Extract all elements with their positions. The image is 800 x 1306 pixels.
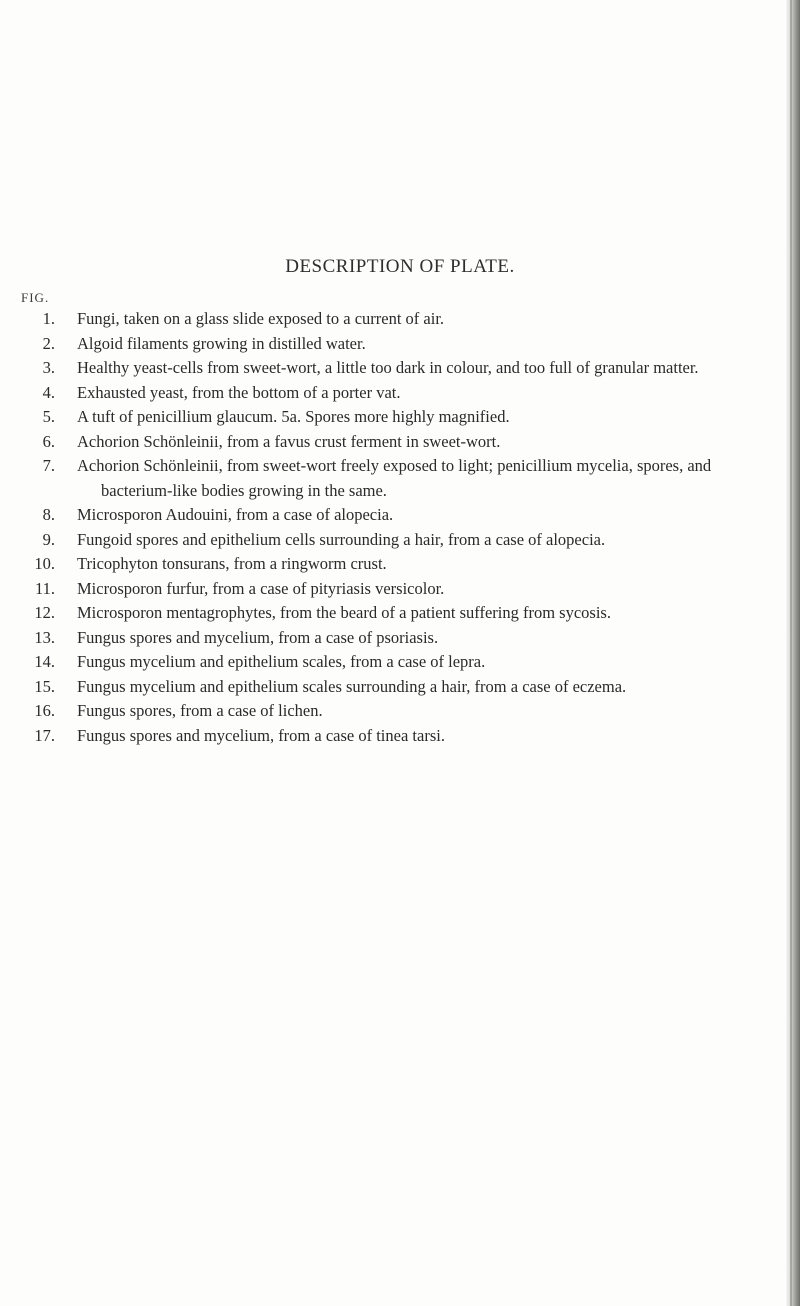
figure-number: 2. — [42, 333, 55, 353]
figure-description: Microsporon furfur, from a case of pityriasis versicolor. — [77, 578, 445, 598]
figure-number: 11. — [34, 578, 55, 598]
figure-number: 17. — [34, 725, 55, 745]
page-edge-line — [790, 0, 792, 1306]
figure-description: Fungus spores and mycelium, from a case of tinea tarsi. — [77, 725, 445, 745]
figure-description: Fungi, taken on a glass slide exposed to a current of air. — [77, 309, 445, 328]
figure-entry — [0, 503, 790, 528]
figure-description: Healthy yeast-cells from sweet-wort, a little too dark in colour, and too full of granular matter. — [77, 358, 699, 377]
plate-title: DESCRIPTION OF PLATE. — [285, 256, 515, 277]
figure-number: 9. — [42, 529, 55, 549]
figure-description: Fungoid spores and epithelium cells surrounding a hair, from a case of alopecia. — [77, 529, 606, 549]
figure-description: Microsporon Audouini, from a case of alopecia. — [77, 505, 394, 524]
figure-entry — [0, 381, 790, 406]
figure-number: 8. — [42, 505, 55, 524]
figure-entry — [0, 699, 790, 724]
figure-description: Tricophyton tonsurans, from a ringworm crust. — [77, 554, 387, 573]
figure-description: Fungus mycelium and epithelium scales surrounding a hair, from a case of eczema. — [77, 676, 627, 696]
figure-description: Fungus mycelium and epithelium scales, from a case of lepra. — [77, 652, 486, 671]
figure-description: Fungus spores, from a case of lichen. — [77, 701, 323, 720]
figure-number: 4. — [42, 382, 55, 402]
figure-description: Achorion Schönleinii, from a favus crust ferment in sweet-wort. — [77, 431, 501, 451]
figure-description: Fungus spores and mycelium, from a case of psoriasis. — [77, 627, 439, 647]
figure-entry — [0, 528, 790, 553]
figure-entry — [0, 650, 790, 675]
figure-number: 14. — [34, 652, 55, 671]
figure-entry — [0, 601, 790, 626]
figure-description: Achorion Schönleinii, from sweet-wort freely exposed to light; penicillium mycelia, spores, and bacterium-like bodies growing in the same. — [77, 456, 712, 500]
figure-entry — [0, 307, 790, 332]
figure-number: 16. — [34, 701, 55, 720]
figure-number: 10. — [34, 554, 55, 573]
figure-number: 12. — [34, 603, 55, 622]
figure-entry — [0, 405, 790, 430]
figure-number: 3. — [42, 358, 55, 377]
figure-entry — [0, 626, 790, 651]
figure-entry — [0, 724, 790, 749]
figure-entry — [0, 430, 790, 455]
figure-number: 15. — [34, 676, 55, 696]
figure-description-list — [0, 307, 790, 748]
figure-entry — [0, 675, 790, 700]
figure-number: 7. — [42, 456, 55, 475]
fig-column-header: FIG. — [21, 290, 50, 305]
figure-description: A tuft of penicillium glaucum. 5a. Spores more highly magnified. — [77, 407, 510, 426]
figure-entry — [0, 577, 790, 602]
figure-entry — [0, 356, 790, 381]
figure-number: 6. — [42, 431, 55, 451]
figure-description: Microsporon mentagrophytes, from the beard of a patient suffering from sycosis. — [77, 603, 611, 622]
figure-number: 1. — [42, 309, 55, 328]
figure-description: Exhausted yeast, from the bottom of a porter vat. — [77, 382, 401, 402]
figure-description: Algoid filaments growing in distilled water. — [77, 333, 366, 353]
figure-entry — [0, 454, 790, 503]
figure-number: 13. — [34, 627, 55, 647]
figure-number: 5. — [42, 407, 55, 426]
figure-entry — [0, 552, 790, 577]
figure-entry — [0, 332, 790, 357]
